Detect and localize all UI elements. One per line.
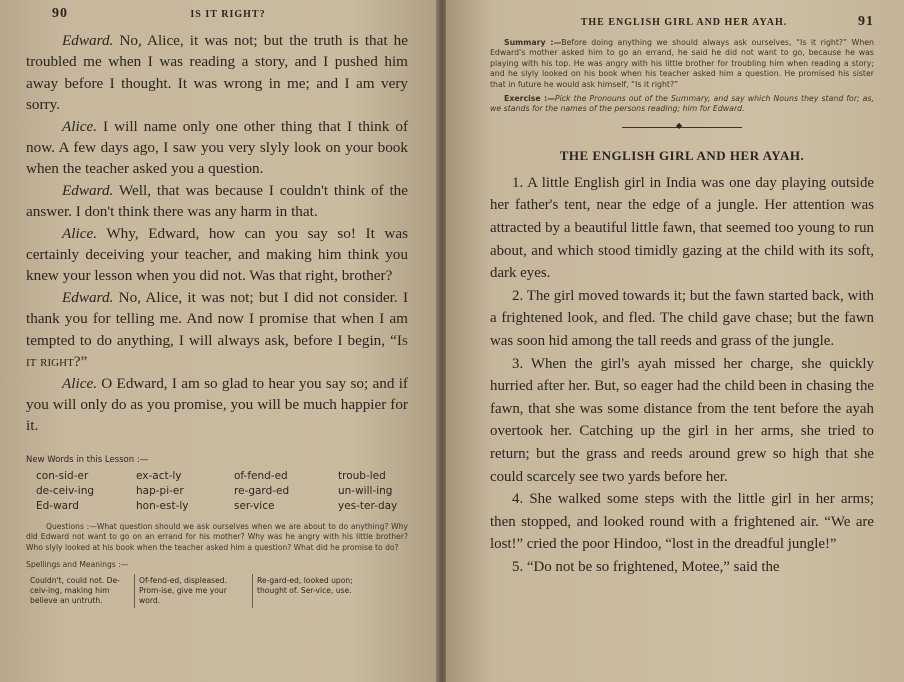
- dialogue-text: [26, 30, 408, 437]
- new-word: yes-ter-day: [338, 499, 398, 512]
- left-running-head: [52, 6, 408, 22]
- spellings-table: [26, 574, 408, 608]
- new-words-heading: New Words in this Lesson :—: [26, 454, 149, 465]
- spellings-heading: Spellings and Meanings :—: [26, 559, 129, 569]
- is-it-right-phrase: “Is it right?”: [26, 331, 408, 371]
- summary-block: [490, 38, 874, 115]
- dialogue-paragraph: Alice. I will name only one other thing that I think of now. A few days ago, I saw you very slyly look on your book when the teacher asked you a question.: [26, 117, 409, 178]
- left-page-number: 90: [52, 6, 68, 21]
- summary-paragraph: Summary :—Before doing anything we should always ask ourselves, “Is it right?” When Edward's mother asked him to go an errand, he said he did not want to go, because he was playing with his top. He was angry with his little brother for troubling him when reading a story; and he slyly looked on his book when his teacher asked him a question. He promised his sister that in future he would ask himself, “Is it right?”: [490, 38, 874, 89]
- story-paragraph: 5. “Do not be so frightened, Motee,” said the: [512, 558, 780, 575]
- new-word: Ed-ward: [36, 499, 79, 512]
- spelling-cell: Of-fend-ed, displeased. Prom-ise, give me your word.: [134, 574, 252, 608]
- new-word: de-ceiv-ing: [36, 484, 95, 497]
- spelling-cell: Re-gard-ed, looked upon; thought of. Ser-vice, use.: [252, 574, 364, 608]
- right-running-head: [490, 14, 874, 30]
- new-word: un-will-ing: [338, 484, 393, 497]
- new-word: ex-act-ly: [136, 469, 182, 482]
- new-word: troub-led: [338, 469, 386, 482]
- story-text: [490, 172, 874, 579]
- right-page-number: 91: [857, 14, 874, 29]
- dialogue-paragraph: Alice. O Edward, I am so glad to hear you say so; and if you will only do as you promise, you will be much happier for it.: [26, 374, 408, 435]
- left-page: [0, 0, 438, 682]
- dialogue-paragraph: Edward. Well, that was because I couldn't think of the answer. I don't think there was any harm in that.: [26, 181, 408, 221]
- new-word: of-fend-ed: [234, 469, 288, 482]
- new-word: re-gard-ed: [234, 484, 290, 497]
- story-paragraph: 4. She walked some steps with the little girl in her arms; then stopped, and looked round with a frightened air. “We are lost!” cried the poor Hindoo, “lost in the dreadful jungle!”: [490, 491, 874, 553]
- right-running-title: THE ENGLISH GIRL AND HER AYAH.: [580, 17, 788, 28]
- right-page: [446, 0, 904, 682]
- dialogue-paragraph: Alice. Why, Edward, how can you say so! It was certainly deceiving your teacher, and making him think you knew your lesson when you did not. Was that right, brother?: [26, 224, 408, 285]
- questions-text: Questions :—What question should we ask ourselves when we are about to do anything? Why did Edward not want to go on an errand for his mother? Why was he angry with his little brother? Who slyly looked at his book when the teacher asked him a question? What did he promise to do?: [26, 521, 408, 552]
- story-paragraph: 2. The girl moved towards it; but the fawn started back, with a frightened look, and fled. The child gave chase; but the fawn was soon hid among the tall reeds and grass of the jungle.: [490, 287, 874, 349]
- new-word: hon-est-ly: [136, 499, 189, 512]
- story-title: THE ENGLISH GIRL AND HER AYAH.: [559, 147, 805, 163]
- new-word: hap-pi-er: [136, 484, 184, 497]
- dialogue-paragraph: Edward. No, Alice, it was not; but I did not consider. I thank you for telling me. And now I promise that when I am tempted to do anything, I will always ask, before I begin, “Is it right?”: [26, 288, 409, 371]
- dialogue-paragraph: Edward. No, Alice, it was not; but the truth is that he troubled me when I was reading a story, and I pushed him away before I thought. It was wrong in me; and I am very sorry.: [26, 32, 409, 114]
- story-paragraph: 3. When the girl's ayah missed her charge, she quickly hurried after her. But, so eager had the child been in chasing the fawn, that she was some distance from the tent before the ayah overtook her. Catching up the girl in her arms, she tried to return; but the grass and reeds around grew so high that she could scarcely see two yards before her.: [490, 355, 874, 485]
- new-words-list: [36, 469, 408, 514]
- exercise-paragraph: Exercise :—Pick the Pronouns out of the Summary, and say which Nouns they stand for; as, we stands for the names of the persons reading; him for Edward.: [490, 94, 874, 114]
- left-running-title: IS IT RIGHT?: [190, 9, 266, 20]
- new-word: ser-vice: [234, 499, 275, 512]
- ornamental-rule: [622, 127, 742, 128]
- story-paragraph: 1. A little English girl in India was one day playing outside her father's tent, near the edge of a jungle. Her attention was attracted by a beautiful little fawn, that seemed too young to run about, and which stood timidly gazing at the child with its soft, dark eyes.: [490, 174, 874, 282]
- spelling-cell: Couldn't, could not. De-ceiv-ing, making him believe an untruth.: [30, 576, 120, 606]
- new-word: con-sid-er: [36, 469, 89, 482]
